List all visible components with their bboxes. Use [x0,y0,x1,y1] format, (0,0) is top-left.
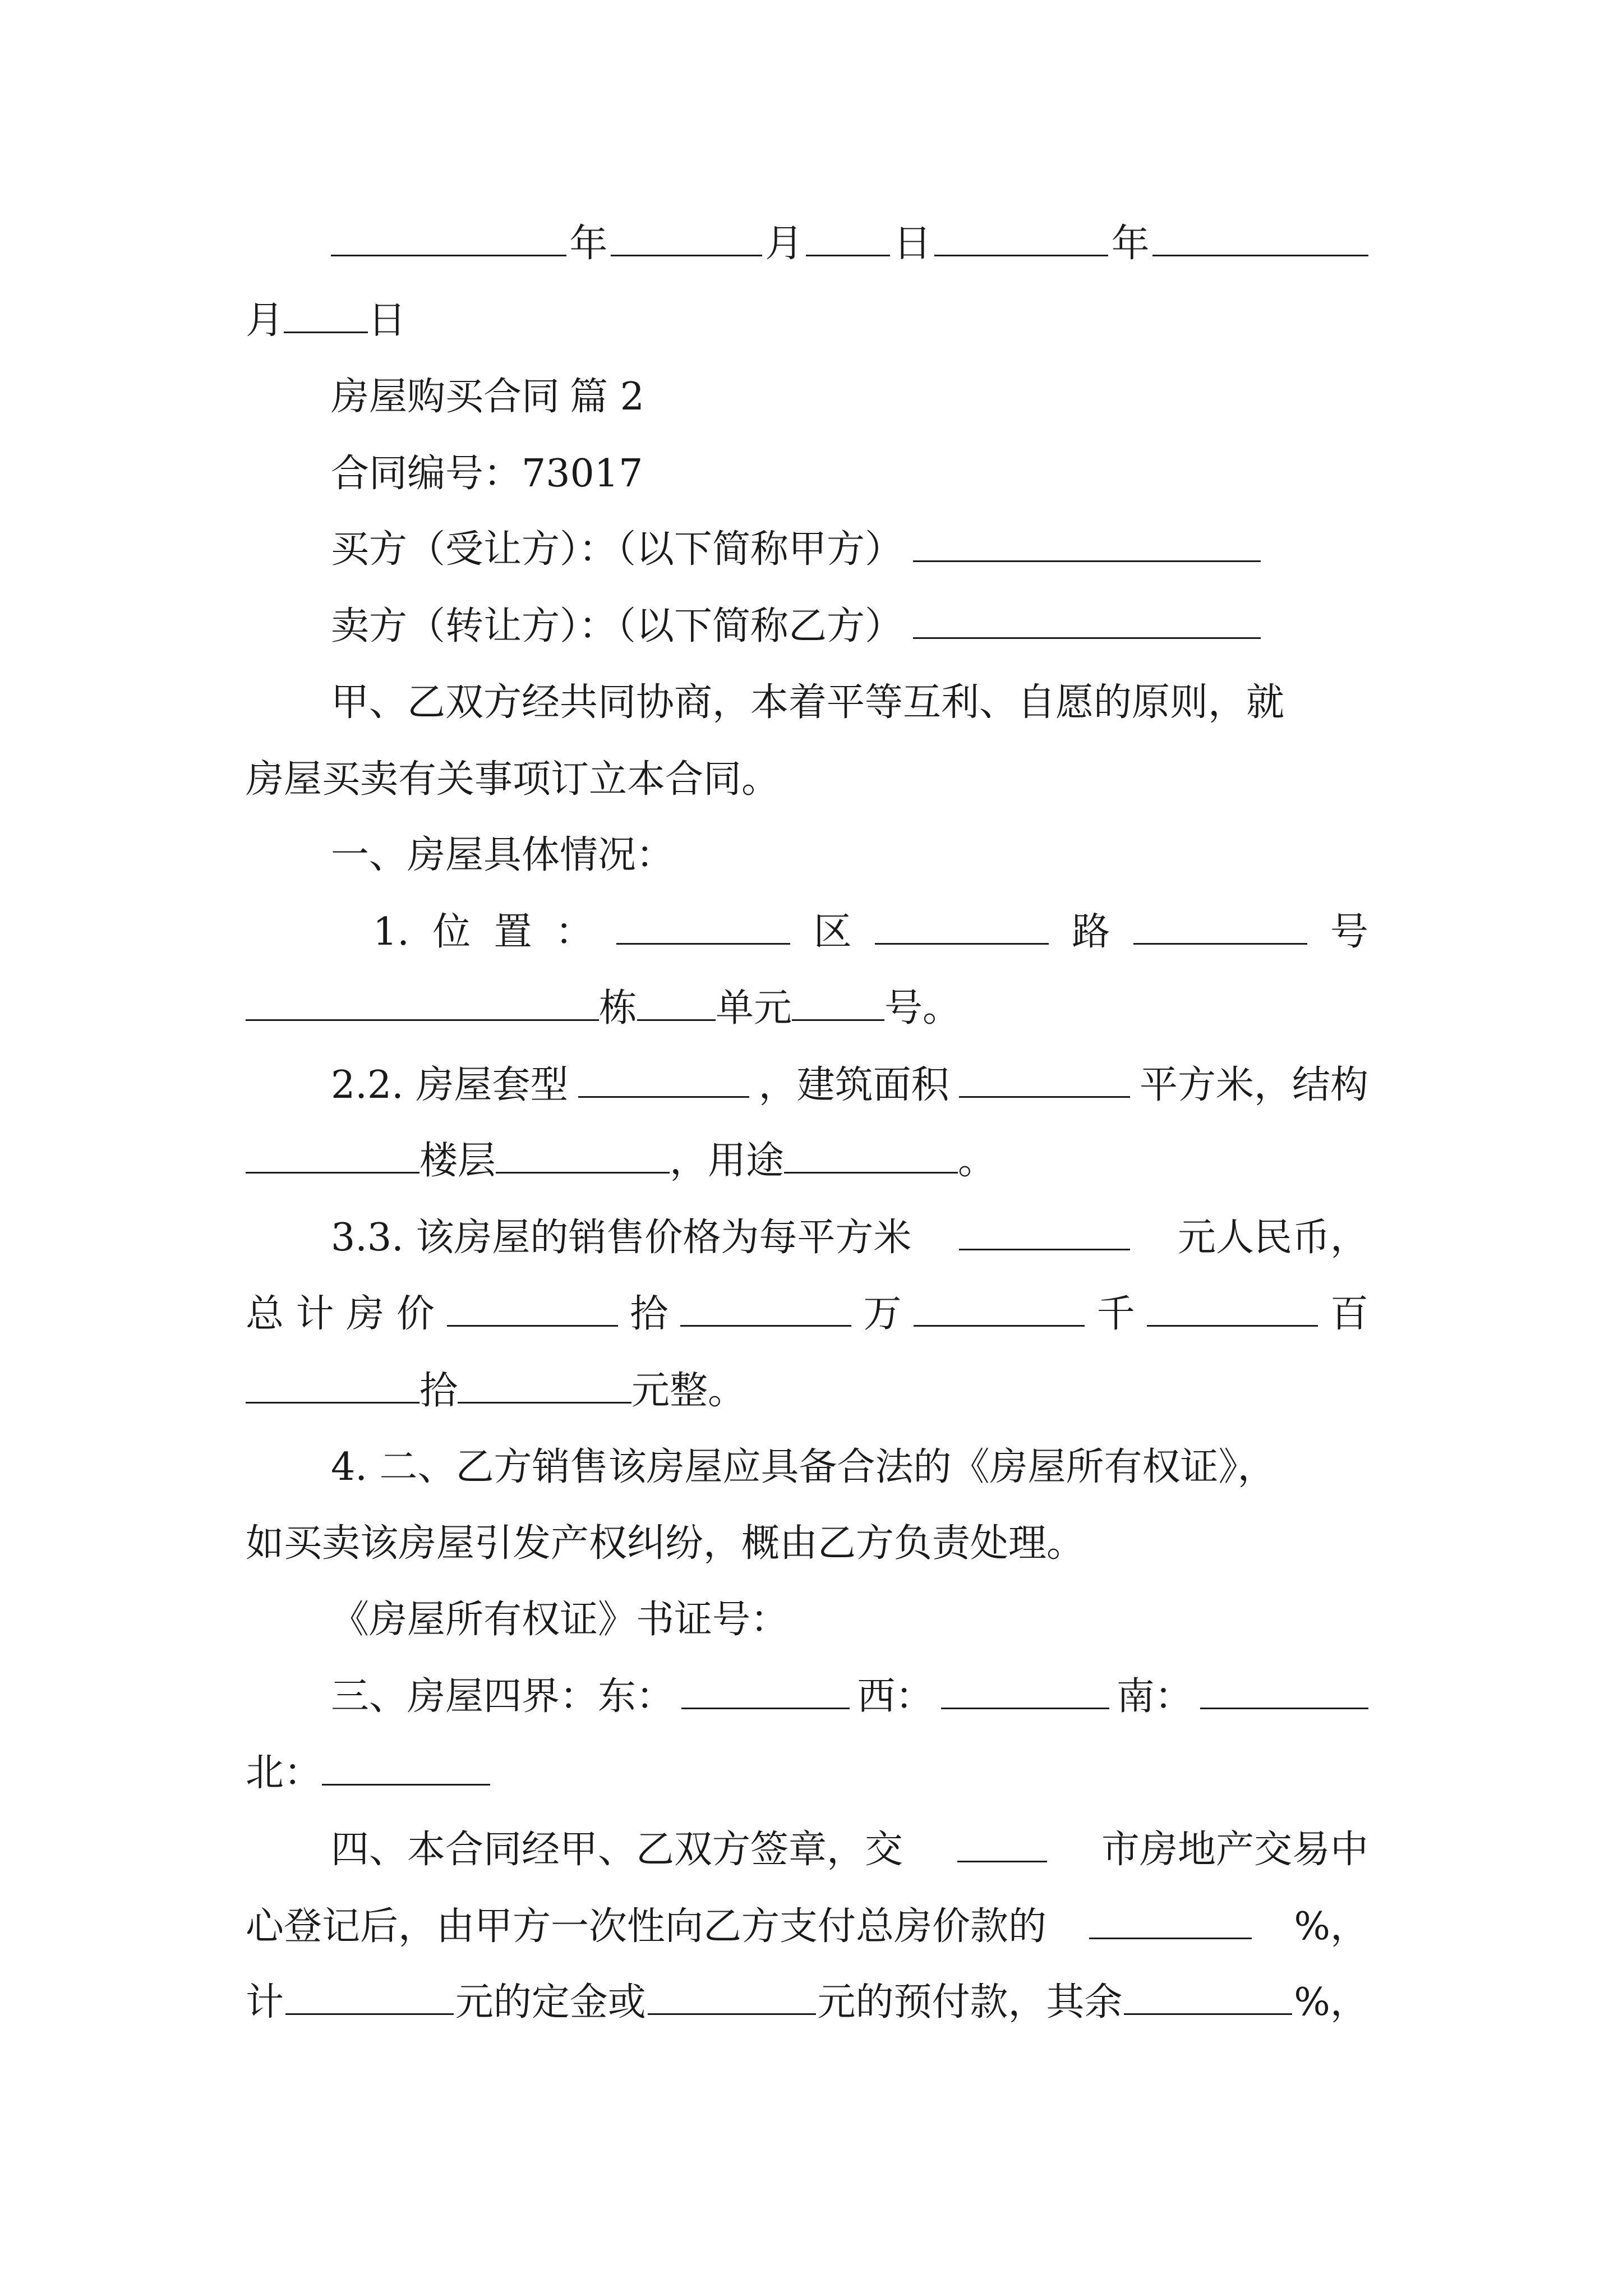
blank-field[interactable] [1089,1903,1252,1939]
certificate-number-line [331,1592,789,1648]
label-char: 房 [346,1292,385,1336]
paragraph-line [331,675,1284,731]
road-field[interactable] [875,908,1049,945]
blank-field[interactable] [934,220,1108,256]
north-line [246,1745,490,1801]
paragraph-line [331,1822,1368,1878]
date-line-1 [331,216,1368,272]
paragraph-text: 如买卖该房屋引发产权纠纷，概由乙方负责处理。 [246,1521,1085,1566]
label-text: 北： [246,1751,322,1795]
floor-line [246,1133,996,1189]
label-text: 市房地产交易中 [1101,1828,1368,1872]
buyer-label: 买方（受让方）：（以下简称甲方） [331,527,903,572]
part-text: 篇 2 [570,375,644,419]
paragraph-line [246,1516,1085,1572]
blank-field[interactable] [284,297,368,333]
price-line [331,1210,1368,1266]
contract-number-value: 73017 [522,452,643,496]
blank-field[interactable] [578,1061,749,1098]
number-field[interactable] [1133,908,1307,945]
boundaries-line [331,1669,1368,1725]
label-text: 栋 [599,986,638,1030]
blank-field[interactable] [959,1061,1130,1098]
label-text: 西： [857,1674,934,1719]
blank-field[interactable] [637,984,716,1021]
blank-field[interactable] [246,984,599,1021]
label-text: 南： [1116,1674,1193,1719]
section-heading-text: 一、房屋具体情况： [331,833,675,877]
blank-field[interactable] [1147,1290,1318,1327]
blank-field[interactable] [648,1978,816,2015]
label-char: 百 [1330,1292,1368,1336]
blank-field[interactable] [957,1826,1047,1862]
label-text: 2.2. 房屋套型 [331,1063,569,1107]
total-price-line [246,1286,1368,1342]
label-text: ，用途 [670,1139,785,1183]
label-char: 号 [1330,910,1368,954]
label-text: 三、房屋四界：东： [331,1674,675,1719]
label-text: 元的预付款，其余 [817,1980,1123,2024]
paragraph-line [246,1899,1368,1955]
label-char: 区 [813,910,852,954]
blank-field[interactable] [1124,1978,1292,2015]
blank-field[interactable] [680,1290,851,1327]
blank-field[interactable] [331,220,566,256]
south-field[interactable] [1200,1673,1368,1709]
label-text: 心登记后，由甲方一次性向乙方支付总房价款的 [246,1904,1047,1949]
blank-field[interactable] [246,1137,419,1174]
title-text: 房屋购买合同 [331,375,560,419]
blank-field[interactable] [806,220,890,256]
label-char: 千 [1096,1292,1135,1336]
label-text: %， [1294,1980,1368,2024]
blank-field[interactable] [792,984,884,1021]
label-text: 计 [246,1980,284,2024]
label-char: 价 [396,1292,435,1336]
contract-title [331,369,644,425]
blank-field[interactable] [496,1137,670,1174]
label-text: %， [1294,1904,1368,1949]
label-char: 万 [863,1292,902,1336]
date-year-label: 年 [569,222,608,266]
label-char: 计 [296,1292,334,1336]
blank-field[interactable] [784,1137,958,1174]
blank-field[interactable] [458,1367,631,1404]
location-line [373,904,1368,960]
blank-field[interactable] [959,1214,1130,1250]
label-char: 路 [1072,910,1110,954]
date-day-label: 日 [368,298,407,343]
label-text: 。 [958,1139,997,1183]
paragraph-line [246,752,780,808]
date-month-label: 月 [765,222,804,266]
item-number: 1. [373,910,409,954]
district-field[interactable] [616,908,790,945]
location-line-2 [246,981,961,1037]
blank-field[interactable] [1152,220,1368,256]
label-text: 元的定金或 [455,1980,646,2024]
section-heading [331,827,674,884]
total-price-line-2 [246,1363,746,1419]
date-month-label: 月 [246,298,284,343]
date-day-label: 日 [893,222,932,266]
label-text: 3.3. 该房屋的销售价格为每平方米 [331,1216,912,1260]
blank-field[interactable] [285,1978,454,2015]
house-type-line [331,1057,1368,1114]
paragraph-line [331,1439,1276,1496]
seller-line [331,599,1261,655]
date-year-label: 年 [1111,222,1150,266]
blank-field[interactable] [447,1290,618,1327]
seller-label: 卖方（转让方）：（以下简称乙方） [331,604,903,648]
west-field[interactable] [941,1673,1109,1709]
north-field[interactable] [322,1749,490,1786]
label-text: 元整。 [631,1369,746,1413]
label-text: ，建筑面积 [758,1063,949,1107]
label-char: 拾 [630,1292,668,1336]
blank-field[interactable] [914,1290,1085,1327]
buyer-line [331,522,1261,578]
paragraph-text: 甲、乙双方经共同协商，本着平等互利、自愿的原则，就 [331,680,1285,725]
paragraph-text: 房屋买卖有关事项订立本合同。 [246,757,780,802]
label-text: 元人民币， [1177,1216,1368,1260]
buyer-name-field[interactable] [913,526,1261,562]
blank-field[interactable] [611,220,762,256]
contract-number [331,446,643,502]
east-field[interactable] [681,1673,850,1709]
label-text: 拾 [419,1369,458,1413]
label-char: 置 [494,910,532,954]
paragraph-text: 《房屋所有权证》书证号： [331,1598,789,1642]
contract-number-label: 合同编号： [331,452,522,496]
seller-name-field[interactable] [913,602,1261,639]
paragraph-line [246,1975,1368,2031]
blank-field[interactable] [246,1367,419,1404]
label-char: 位 [432,910,471,954]
label-text: 单元 [716,986,792,1030]
date-line-2 [246,293,406,349]
paragraph-text: 4. 二、乙方销售该房屋应具备合法的《房屋所有权证》， [331,1445,1276,1489]
label-char: 总 [246,1292,284,1336]
label-char: ： [555,910,593,954]
label-text: 楼层 [419,1139,496,1183]
label-text: 号。 [884,986,961,1030]
label-text: 四、本合同经甲、乙双方签章，交 [331,1828,903,1872]
label-text: 平方米，结构 [1139,1063,1368,1107]
